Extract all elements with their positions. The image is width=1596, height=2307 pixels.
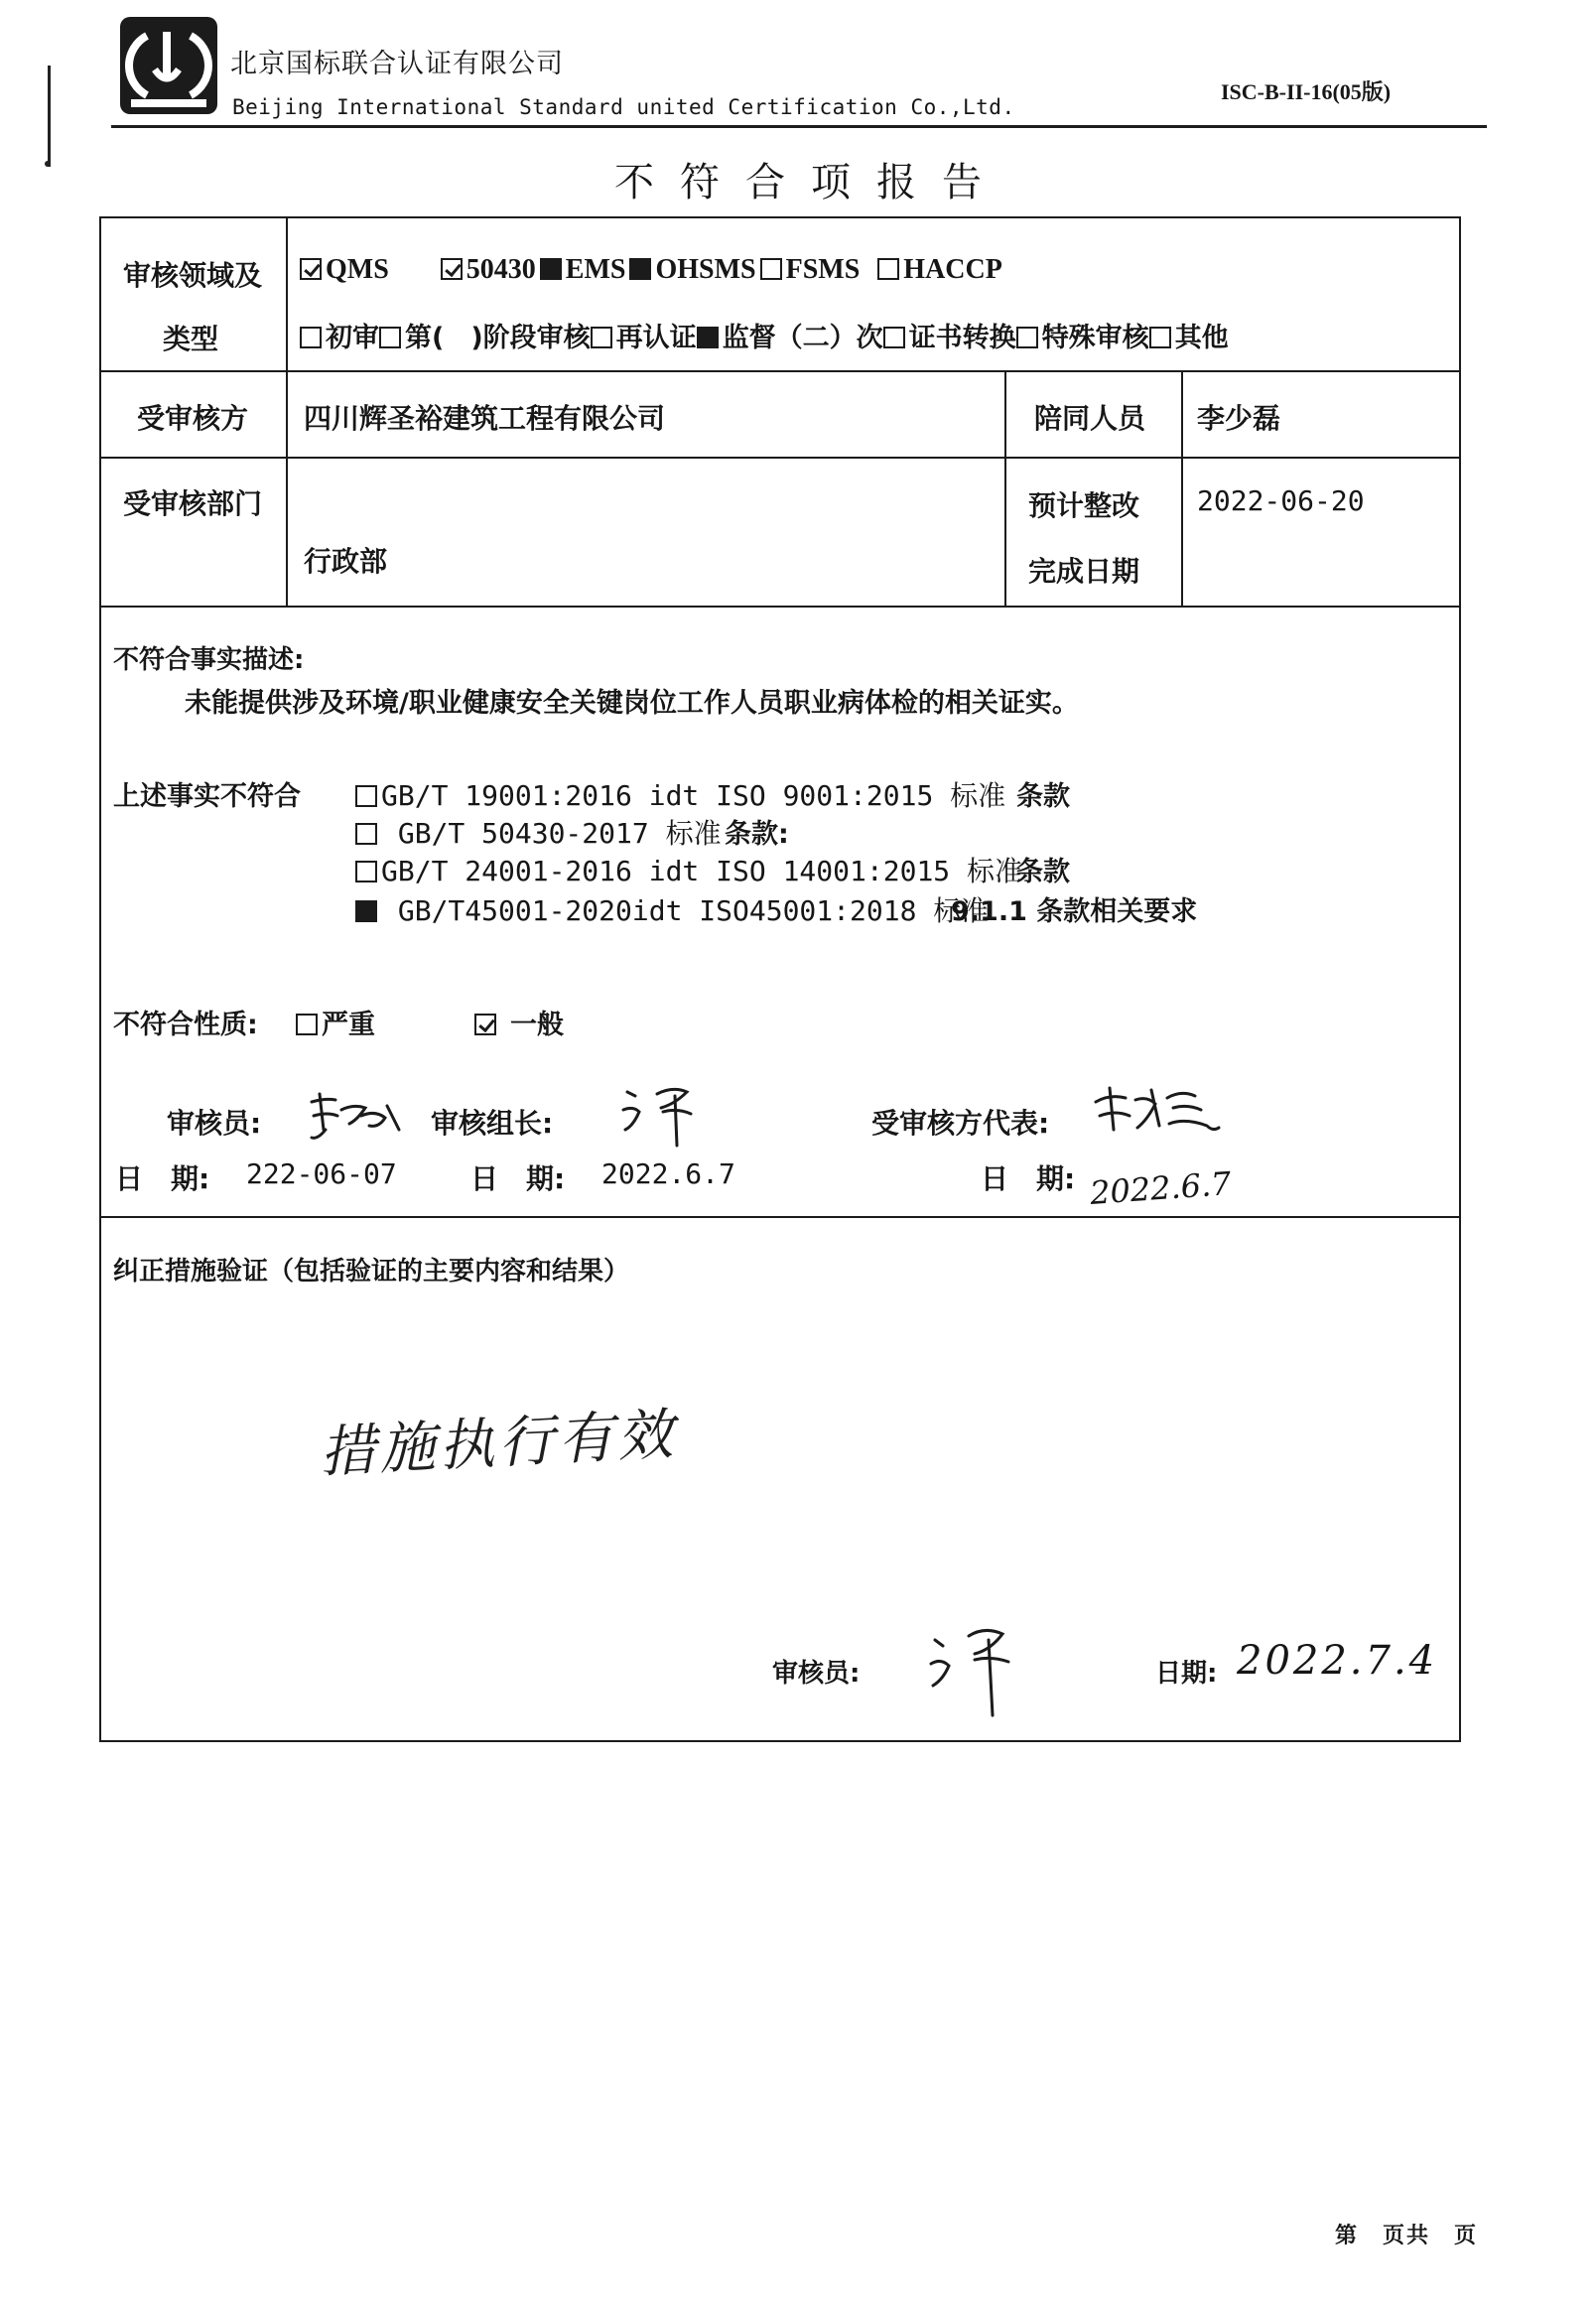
- audit-type-options: [300, 316, 1229, 354]
- verification-auditor-signature: [925, 1624, 1020, 1719]
- row-divider: [101, 1216, 1459, 1218]
- department-value: 行政部: [304, 545, 388, 578]
- empty-checkbox-icon: [296, 1014, 318, 1035]
- row-divider: [101, 370, 1459, 372]
- nonconformity-description-text: 未能提供涉及环境/职业健康安全关键岗位工作人员职业病体检的相关证实。: [185, 688, 1079, 719]
- empty-checkbox-icon: [300, 327, 322, 348]
- verification-date-handwritten: 2022.7.4: [1237, 1638, 1438, 1684]
- type-option-surveillance[interactable]: [697, 323, 883, 353]
- type-option-transfer[interactable]: [883, 323, 1016, 353]
- row-divider: [101, 606, 1459, 608]
- auditee-value: 四川辉圣裕建筑工程有限公司: [304, 402, 666, 435]
- due-date-label-line2: 完成日期: [1028, 555, 1140, 588]
- domain-label: FSMS: [785, 254, 861, 285]
- auditee-label: 受审核方: [137, 402, 249, 435]
- auditee-representative-date-handwritten: 2022.6.7: [1088, 1164, 1233, 1212]
- standard-text: GB/T45001-2020idt ISO45001:2018 标准: [381, 894, 990, 927]
- domain-option-haccp[interactable]: [860, 254, 1002, 285]
- col-divider: [286, 218, 288, 606]
- domain-label: OHSMS: [655, 254, 756, 285]
- team-leader-date-label: 日 期:: [470, 1162, 566, 1195]
- companion-value: 李少磊: [1197, 402, 1281, 435]
- type-option-recertification[interactable]: [591, 323, 697, 353]
- domain-option-ems[interactable]: [536, 254, 626, 285]
- empty-checkbox-icon[interactable]: [355, 861, 377, 882]
- standard-clause: 条款: [1016, 781, 1070, 812]
- standard-clause: 9.1.1 条款相关要求: [951, 896, 1198, 927]
- domain-label: HACCP: [903, 254, 1002, 285]
- auditor-label: 审核员:: [167, 1107, 262, 1140]
- checked-checkbox-icon: [300, 258, 322, 280]
- verification-auditor-label: 审核员:: [772, 1659, 861, 1689]
- companion-label: 陪同人员: [1034, 402, 1146, 435]
- document-title: 不符合项报告: [614, 160, 1007, 205]
- filled-checkbox-icon[interactable]: [355, 900, 377, 922]
- company-logo: [117, 14, 220, 117]
- nonconformity-description-label: 不符合事实描述:: [113, 645, 305, 675]
- due-date-label-line1: 预计整改: [1028, 489, 1140, 522]
- empty-checkbox-icon: [1016, 327, 1038, 348]
- row-divider: [101, 457, 1459, 459]
- team-leader-date-value: 2022.6.7: [601, 1157, 735, 1190]
- auditor-signature: [306, 1090, 405, 1146]
- checked-checkbox-icon: [474, 1014, 496, 1035]
- filled-checkbox-icon: [629, 258, 651, 280]
- team-leader-label: 审核组长:: [431, 1107, 554, 1140]
- type-option-stage[interactable]: [379, 323, 591, 353]
- empty-checkbox-icon: [760, 258, 782, 280]
- nonconformity-nature-label: 不符合性质:: [113, 1010, 258, 1040]
- standard-clause: 条款: [1016, 857, 1070, 887]
- verification-label: 纠正措施验证（包括验证的主要内容和结果）: [113, 1257, 630, 1287]
- standard-clause: 条款:: [725, 819, 789, 850]
- type-label: 其他: [1174, 323, 1229, 353]
- domain-option-ohsms[interactable]: [625, 254, 755, 285]
- auditee-representative-date-label: 日 期:: [981, 1162, 1076, 1195]
- header-divider: [111, 125, 1487, 128]
- domain-option-qms[interactable]: [300, 254, 389, 285]
- empty-checkbox-icon[interactable]: [355, 785, 377, 807]
- type-option-other[interactable]: [1149, 323, 1229, 353]
- page-number-footer: 第 页共 页: [1335, 2224, 1479, 2248]
- standard-text: GB/T 24001-2016 idt ISO 14001:2015 标准: [381, 855, 1023, 887]
- document-code: ISC-B-II-16(05版): [1221, 79, 1392, 104]
- col-divider: [1004, 370, 1006, 606]
- domain-label: QMS: [326, 254, 389, 285]
- verification-date-label: 日期:: [1155, 1659, 1218, 1689]
- nature-option-severe[interactable]: [296, 1003, 375, 1041]
- standard-line-50430: [355, 812, 722, 852]
- team-leader-signature: [617, 1082, 701, 1148]
- type-label: 监督（二）次: [722, 323, 883, 353]
- empty-checkbox-icon: [379, 327, 401, 348]
- domain-label: 50430: [466, 254, 536, 285]
- standard-line-iso9001: [355, 774, 1005, 814]
- auditor-date-value: 222-06-07: [246, 1157, 397, 1190]
- filled-checkbox-icon: [540, 258, 562, 280]
- empty-checkbox-icon: [1149, 327, 1171, 348]
- audit-type-label-line1: 审核领域及: [123, 259, 263, 292]
- type-label: 再认证: [615, 323, 697, 353]
- audit-type-label-line2: 类型: [163, 323, 219, 355]
- nature-label: 严重: [322, 1010, 375, 1040]
- empty-checkbox-icon: [591, 327, 612, 348]
- due-date-value: 2022-06-20: [1197, 484, 1365, 517]
- company-name-chinese: 北京国标联合认证有限公司: [230, 49, 564, 79]
- nonconformity-basis-label: 上述事实不符合: [113, 781, 301, 812]
- checked-checkbox-icon: [441, 258, 463, 280]
- empty-checkbox-icon: [883, 327, 905, 348]
- empty-checkbox-icon[interactable]: [355, 823, 377, 845]
- type-option-initial[interactable]: [300, 323, 379, 353]
- nonconformity-form: [99, 216, 1461, 1742]
- type-label: 初审: [326, 323, 379, 353]
- department-label: 受审核部门: [123, 487, 263, 520]
- empty-checkbox-icon: [877, 258, 899, 280]
- type-option-special[interactable]: [1016, 323, 1149, 353]
- verification-handwritten-result: 措施执行有效: [318, 1402, 679, 1486]
- domain-option-fsms[interactable]: [756, 254, 861, 285]
- domain-label: EMS: [565, 254, 626, 285]
- col-divider: [1181, 370, 1183, 606]
- auditor-date-label: 日 期:: [115, 1162, 210, 1195]
- standard-line-iso14001: [355, 850, 1022, 889]
- standard-text: GB/T 50430-2017 标准: [381, 817, 722, 850]
- company-name-english: Beijing International Standard united Certification Co.,Ltd.: [232, 95, 1015, 119]
- standard-text: GB/T 19001:2016 idt ISO 9001:2015 标准: [381, 779, 1006, 812]
- type-label: 第( )阶段审核: [405, 323, 591, 353]
- audit-domain-options: [300, 254, 1002, 286]
- type-label: 特殊审核: [1041, 323, 1149, 353]
- nature-option-general[interactable]: [474, 1003, 564, 1041]
- nature-label: 一般: [510, 1010, 564, 1040]
- filled-checkbox-icon: [697, 327, 719, 348]
- type-label: 证书转换: [908, 323, 1016, 353]
- auditee-representative-label: 受审核方代表:: [871, 1107, 1050, 1140]
- auditee-representative-signature: [1090, 1080, 1229, 1150]
- standard-line-iso45001: [355, 889, 989, 929]
- domain-option-50430[interactable]: [441, 254, 536, 285]
